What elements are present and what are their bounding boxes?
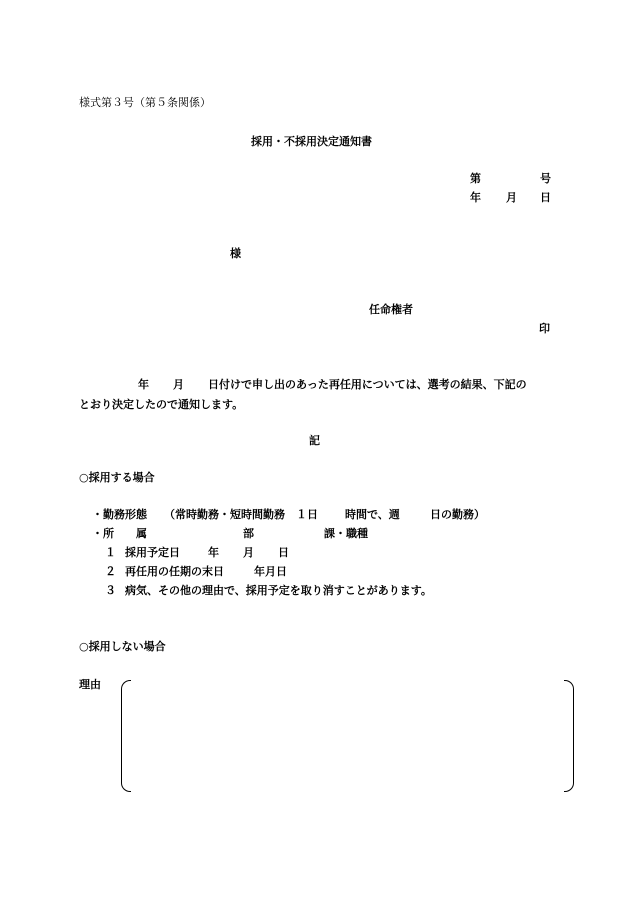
date-month: 月 <box>506 191 517 204</box>
item-2-ymd: 年月日 <box>254 565 287 578</box>
doc-number-suffix: 号 <box>540 172 551 185</box>
authority-label: 任命権者 <box>369 303 413 316</box>
document-title: 採用・不採用決定通知書 <box>251 135 372 148</box>
item-1-month: 月 <box>243 546 254 559</box>
body-line1: 日付けで申し出のあった再任用については、選考の結果、下記の <box>208 378 527 391</box>
seal-mark: 印 <box>539 322 550 335</box>
item-1-day: 日 <box>278 546 289 559</box>
date-year: 年 <box>470 191 481 204</box>
ki-heading: 記 <box>309 434 320 447</box>
doc-number-prefix: 第 <box>470 172 481 185</box>
body-month: 月 <box>173 378 184 391</box>
affiliation-section-post: 課・職種 <box>324 527 368 540</box>
item-2-label: 再任用の任期の末日 <box>125 565 224 578</box>
reason-bracket-right <box>564 680 574 792</box>
employment-hours-per-week: 時間で、週 <box>345 508 400 521</box>
reason-label: 理由 <box>79 678 101 691</box>
employment-form-label: ・勤務形態 <box>92 508 147 521</box>
body-line2: とおり決定したので通知します。 <box>79 398 244 411</box>
affiliation-dept: 部 <box>243 527 254 540</box>
body-year: 年 <box>138 378 149 391</box>
form-number: 様式第３号（第５条関係） <box>79 96 211 109</box>
affiliation-label-2: 属 <box>136 527 147 540</box>
item-3-number: ３ <box>105 584 116 597</box>
employment-days-suffix: 日の勤務） <box>430 508 485 521</box>
adopted-heading: ○採用する場合 <box>79 471 155 484</box>
item-1-year: 年 <box>208 546 219 559</box>
not-adopted-heading: ○採用しない場合 <box>79 640 166 653</box>
item-1-number: １ <box>105 546 116 559</box>
date-day: 日 <box>540 191 551 204</box>
reason-bracket-left <box>121 680 131 792</box>
affiliation-label: ・所 <box>92 527 114 540</box>
item-1-label: 採用予定日 <box>125 546 180 559</box>
employment-form-detail: （常時勤務・短時間勤務 １日 <box>164 508 318 521</box>
item-3-label: 病気、その他の理由で、採用予定を取り消すことがあります。 <box>125 584 432 597</box>
recipient-honorific: 様 <box>230 247 241 260</box>
item-2-number: ２ <box>105 565 116 578</box>
